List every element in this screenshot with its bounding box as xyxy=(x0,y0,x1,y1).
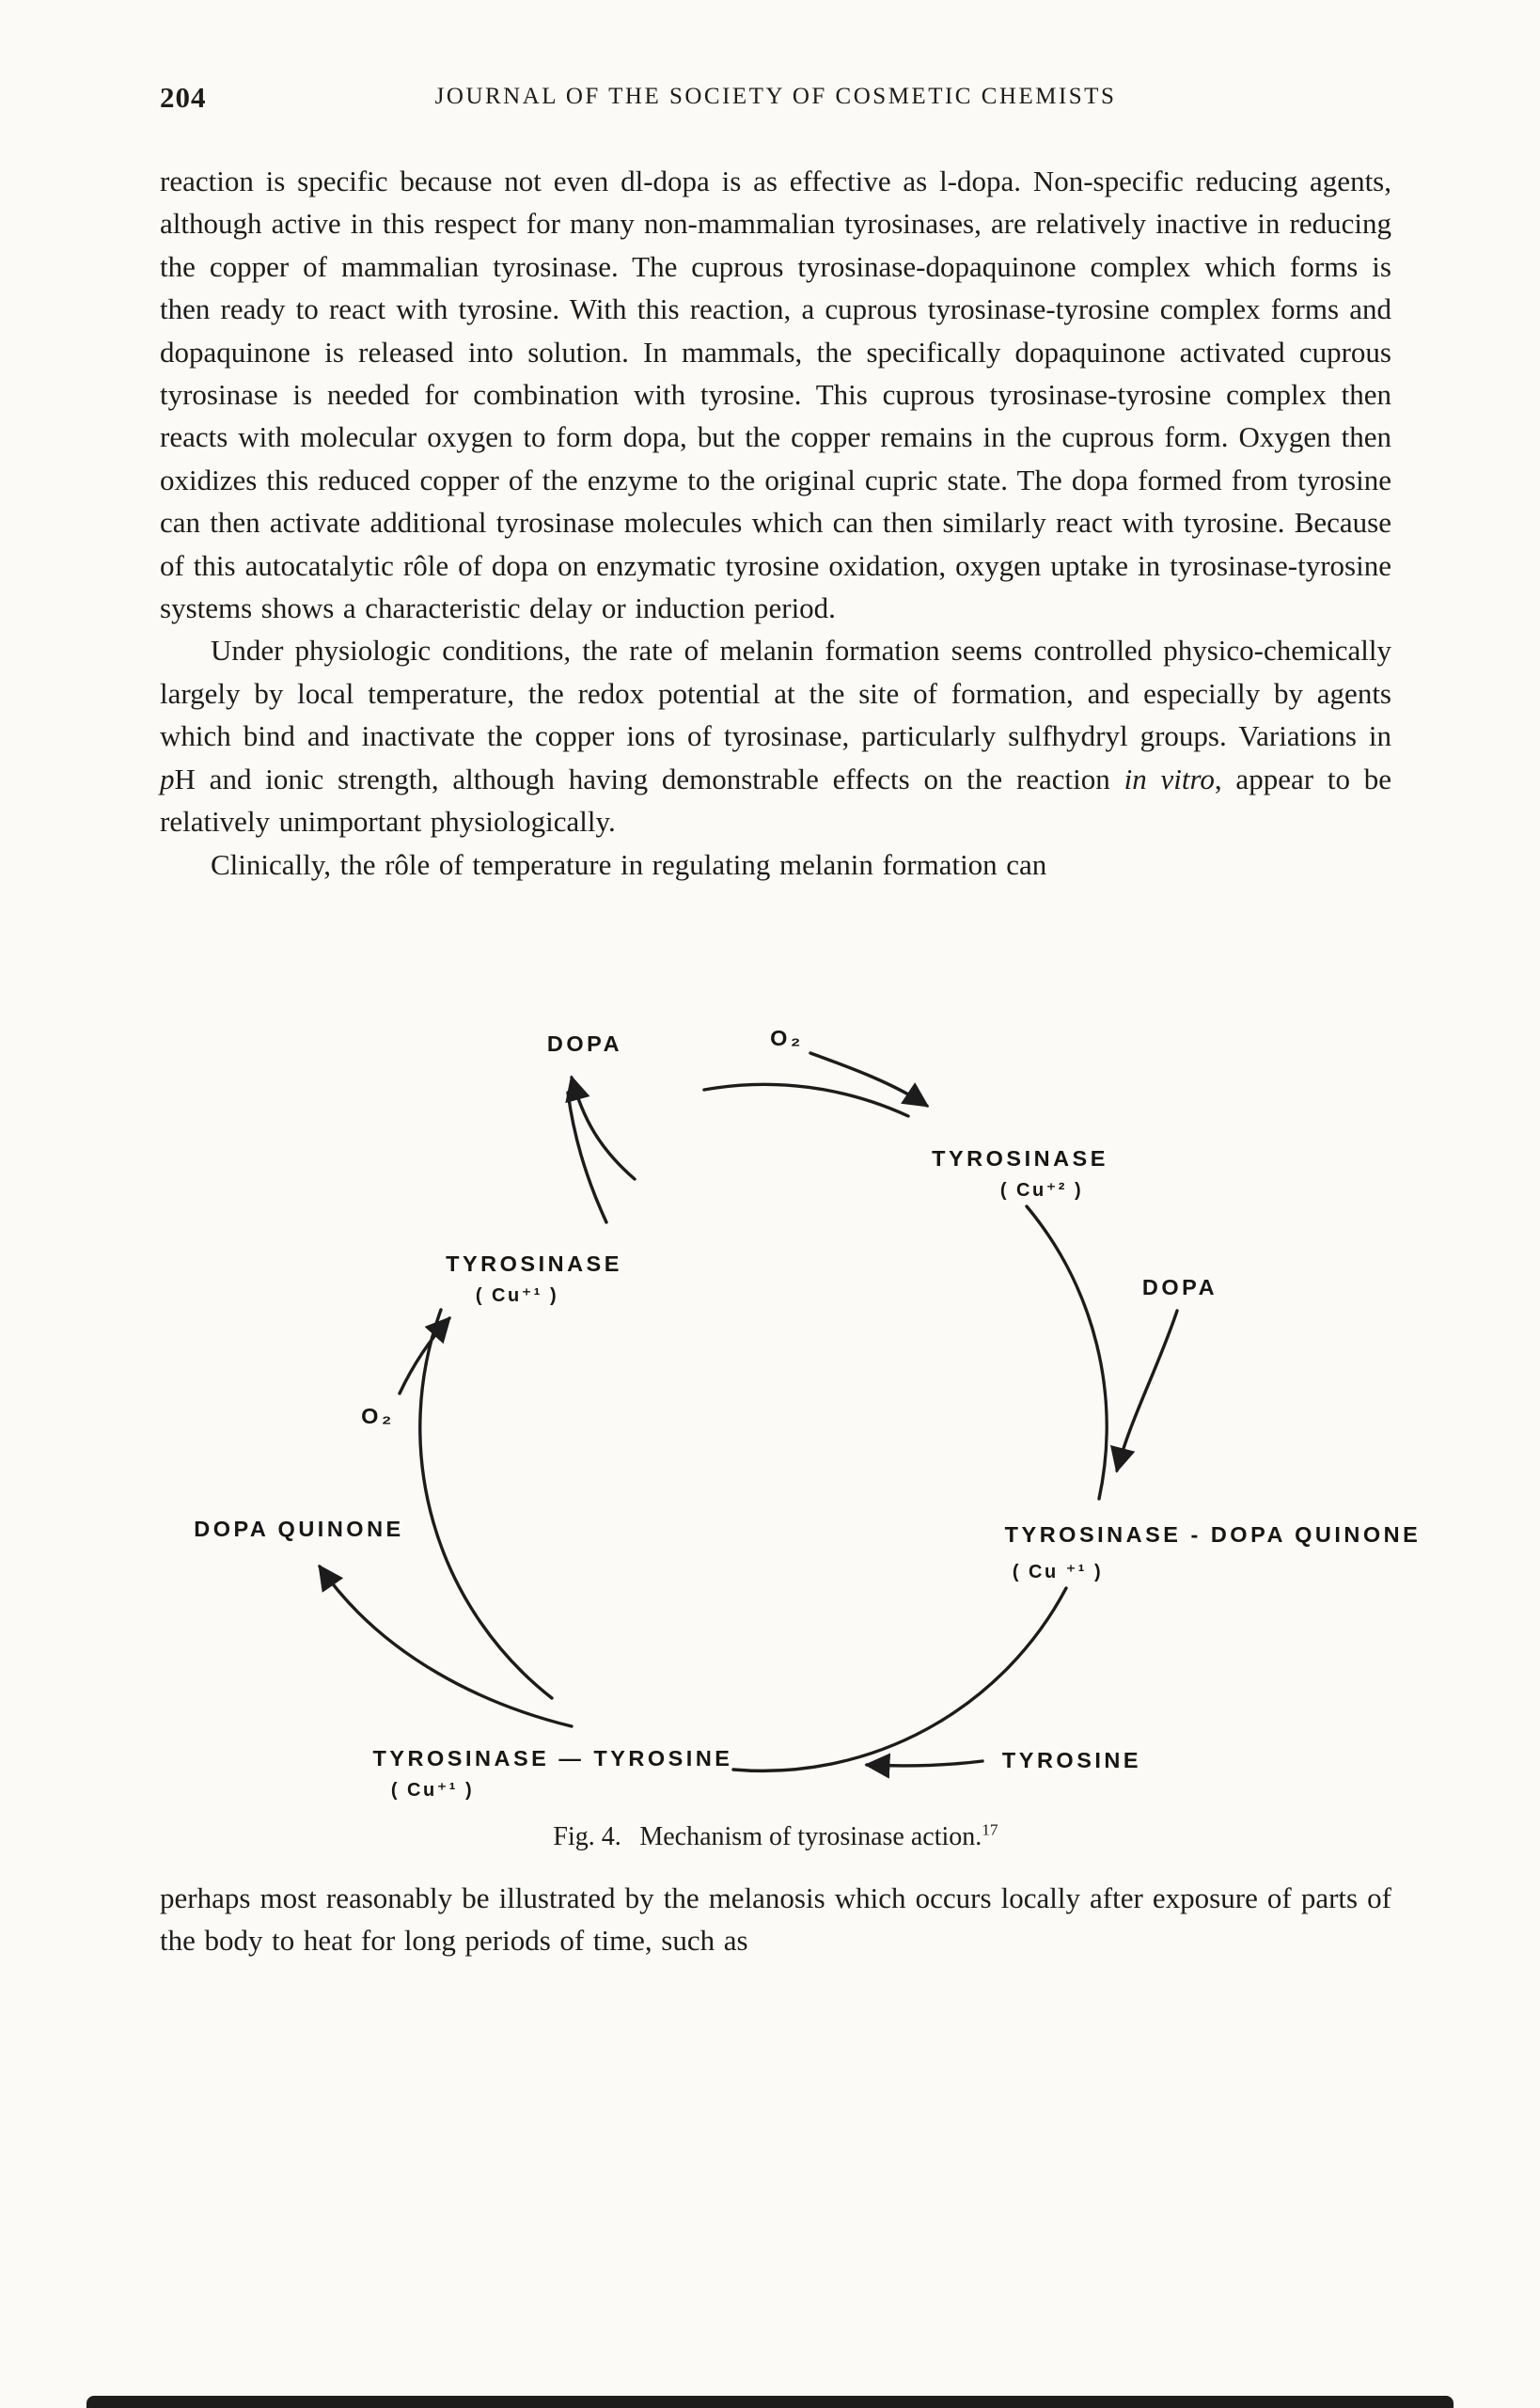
caption-prefix: Fig. 4. xyxy=(553,1821,621,1851)
dopaquinone-release-arrow xyxy=(320,1566,572,1726)
o2-entry-arrow xyxy=(810,1053,927,1106)
label-tyrosinase-tyrosine: TYROSINASE — TYROSINE xyxy=(372,1745,733,1771)
cycle-arc-left xyxy=(420,1310,552,1698)
paragraph-reaction: reaction is specific because not even dl-dopa is as effective as l-dopa. Non-specific reducing agents, although active in this respect for many non-mammalian tyrosinases, are relatively inactive in reducing the copper of mammalian tyrosinase. The cuprous tyrosinase-dopaquinone complex which forms is then ready to react with tyrosine. With this reaction, a cuprous tyrosinase-tyrosine complex forms and dopaquinone is released into solution. In mammals, the specifically dopaquinone activated cuprous tyrosinase is needed for combination with tyrosine. This cuprous tyrosinase-tyrosine complex then reacts with molecular oxygen to form dopa, but the copper remains in the cuprous form. Oxygen then oxidizes this reduced copper of the enzyme to the original cupric state. The dopa formed from tyrosine can then activate additional tyrosinase molecules which can then similarly react with tyrosine. Because of this autocatalytic rôle of dopa on enzymatic tyrosine oxidation, oxygen uptake in tyrosinase-tyrosine systems shows a characteristic delay or induction period. xyxy=(160,165,1391,625)
label-dopa-top: DOPA xyxy=(546,1031,623,1056)
cycle-arc-right xyxy=(1027,1206,1107,1499)
figure-caption xyxy=(160,1822,1391,1852)
label-tyrosinase-cupric-cu: ( Cu⁺² ) xyxy=(999,1179,1084,1201)
cycle-arc-top xyxy=(704,1084,908,1116)
label-o2-left: O₂ xyxy=(361,1403,395,1428)
paragraph-perhaps: perhaps most reasonably be illustrated by the melanosis which occurs locally after exposure of parts of the body to heat for long periods of time, such as xyxy=(160,1881,1391,1958)
label-tyrosine: TYROSINE xyxy=(1001,1747,1142,1772)
label-dopa-quinone: DOPA QUINONE xyxy=(194,1516,404,1541)
italic-run-ph: p xyxy=(160,762,175,795)
figure-4 xyxy=(160,1008,1422,1852)
label-o2-top: O₂ xyxy=(770,1025,804,1050)
dopa-entry-arrow xyxy=(1117,1311,1177,1471)
page-header xyxy=(160,81,1391,117)
running-title: JOURNAL OF THE SOCIETY OF COSMETIC CHEMISTS xyxy=(434,84,1117,109)
paragraph-clinically: Clinically, the rôle of temperature in regulating melanin formation can xyxy=(211,847,1047,881)
text-run: H and ionic strength, although having demonstrable effects on the reaction xyxy=(174,762,1124,795)
dopa-release-arrow-inner xyxy=(568,1093,606,1222)
article-body-continued xyxy=(160,1877,1391,1962)
tyrosinase-cycle-diagram xyxy=(132,1008,1485,1817)
dopa-release-arrow xyxy=(572,1078,635,1179)
label-tyrosinase-tyrosine-cu: ( Cu⁺¹ ) xyxy=(390,1779,475,1801)
caption-text: Mechanism of tyrosinase action. xyxy=(639,1821,982,1851)
italic-run-invitro: in vitro xyxy=(1124,762,1215,795)
label-tyrosinase-cuprous-cu: ( Cu⁺¹ ) xyxy=(475,1284,559,1306)
label-dopa-right: DOPA xyxy=(1141,1274,1218,1299)
cycle-arc-bottom xyxy=(733,1588,1066,1771)
page-number: 204 xyxy=(160,81,207,114)
tyrosine-entry-arrow xyxy=(867,1761,982,1766)
scan-edge-artifact xyxy=(86,2396,1454,2408)
text-run: Under physiologic conditions, the rate of melanin formation seems controlled physico-chemically largely by local temperature, the redox potential at the site of formation, and especially by agents which bind and inactivate the copper ions of tyrosinase, particularly sulfhydryl groups. Variations in xyxy=(160,634,1391,753)
label-tyrosinase-cuprous: TYROSINASE xyxy=(446,1251,622,1276)
label-tyrosinase-dopa-quinone-cu: ( Cu ⁺¹ ) xyxy=(1012,1561,1104,1582)
paragraph-physiologic xyxy=(160,629,1391,842)
article-body xyxy=(160,160,1391,886)
text-run: , appear to be relatively unimportant physiologically. xyxy=(160,762,1391,839)
label-tyrosinase-dopa-quinone: TYROSINASE - DOPA QUINONE xyxy=(1004,1521,1422,1547)
caption-reference-number: 17 xyxy=(982,1820,998,1839)
label-tyrosinase-cupric: TYROSINASE xyxy=(932,1145,1108,1171)
